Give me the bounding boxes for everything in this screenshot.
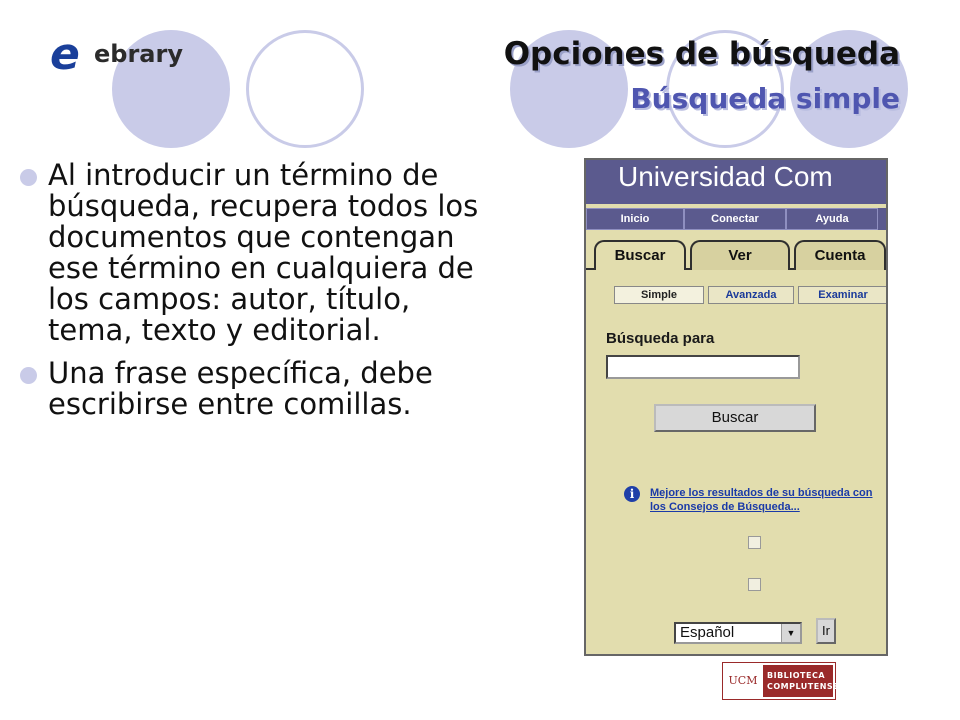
bullet-list — [20, 160, 480, 432]
ebrary-search-screenshot — [584, 158, 888, 656]
nav-conectar[interactable]: Conectar — [684, 208, 786, 230]
bullet-dot-icon — [20, 169, 37, 186]
go-button[interactable]: Ir — [816, 618, 836, 644]
option-checkbox[interactable] — [748, 578, 761, 591]
subtab-examinar[interactable]: Examinar — [798, 286, 888, 304]
top-nav — [586, 208, 886, 230]
search-tips-link[interactable]: Mejore los resultados de su búsqueda con los Consejos de Búsqueda... — [650, 487, 873, 513]
tab-bar — [594, 240, 888, 270]
subtab-avanzada[interactable]: Avanzada — [708, 286, 794, 304]
slide-subtitle: Búsqueda simple — [630, 82, 900, 115]
language-select[interactable] — [674, 622, 802, 644]
ucm-mark: UCM — [728, 674, 758, 687]
search-button[interactable]: Buscar — [654, 404, 816, 432]
ucm-label-line1: BIBLIOTECA — [767, 671, 826, 680]
ucm-label-line2: COMPLUTENSE — [767, 682, 840, 691]
subtab-simple[interactable]: Simple — [614, 286, 704, 304]
ucm-logo — [722, 662, 840, 700]
option-checkbox[interactable] — [748, 536, 761, 549]
bullet-item — [20, 358, 480, 420]
info-icon: i — [624, 486, 640, 502]
tab-buscar[interactable]: Buscar — [594, 240, 686, 270]
nav-inicio[interactable]: Inicio — [586, 208, 684, 230]
tab-cuenta[interactable]: Cuenta — [794, 240, 886, 270]
search-label: Búsqueda para — [606, 330, 715, 347]
chevron-down-icon[interactable]: ▼ — [781, 624, 800, 642]
nav-ayuda[interactable]: Ayuda — [786, 208, 878, 230]
logo-mark: e — [50, 29, 80, 80]
bullet-item — [20, 160, 480, 346]
slide-title: Opciones de búsqueda — [503, 36, 900, 72]
bullet-text: Al introducir un término de búsqueda, recupera todos los documentos que contengan ese término en cualquiera de los campos: autor, título, tema, texto y editorial. — [48, 158, 479, 347]
search-input[interactable] — [606, 355, 800, 379]
university-header: Universidad Com — [586, 160, 886, 204]
decor-ring-1 — [246, 30, 364, 148]
bullet-text: Una frase específica, debe escribirse entre comillas. — [48, 356, 433, 421]
ebrary-logo — [50, 29, 200, 80]
tab-ver[interactable]: Ver — [690, 240, 790, 270]
ucm-label — [763, 665, 840, 697]
logo-text: ebrary — [94, 40, 183, 68]
bullet-dot-icon — [20, 367, 37, 384]
language-select-value: Español — [680, 624, 735, 641]
